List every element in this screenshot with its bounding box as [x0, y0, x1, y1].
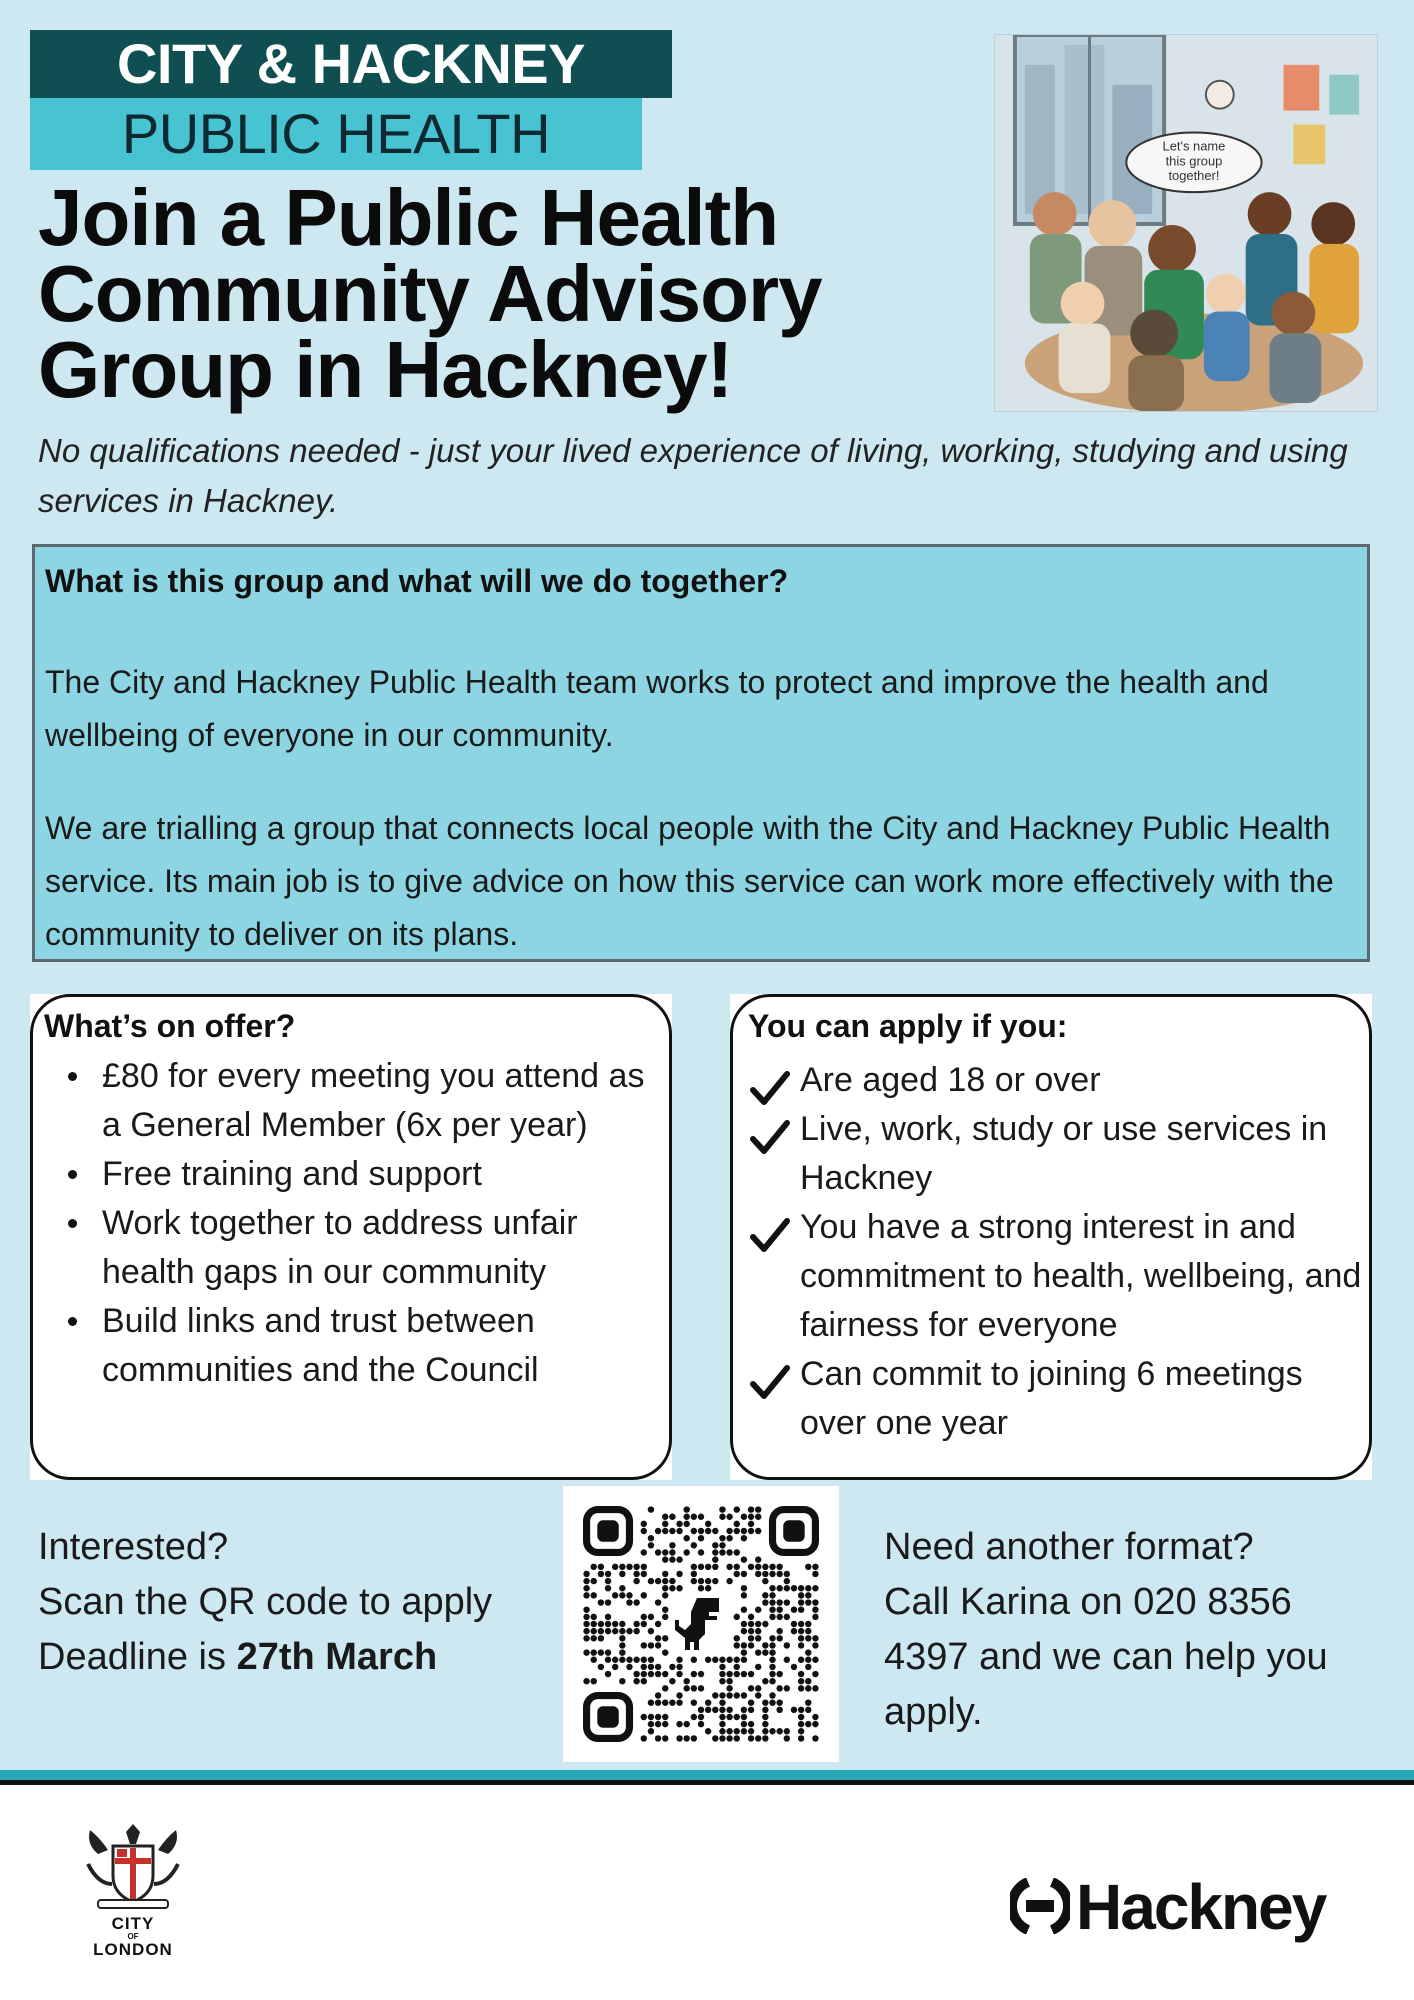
- london-text: LONDON: [93, 1940, 173, 1959]
- city-of-london-logo: [78, 1824, 188, 1964]
- crest-icon: [78, 1824, 188, 1912]
- offer-title: What’s on offer?: [44, 1008, 296, 1044]
- dinosaur-icon: [675, 1598, 719, 1650]
- hackney-h-icon: [1010, 1878, 1070, 1934]
- interested-section: [38, 1520, 558, 1685]
- speech-line-3: together!: [1168, 168, 1220, 184]
- format-contact: Call Karina on 020 8356 4397 and we can help you apply.: [884, 1581, 1328, 1733]
- list-item: £80 for every meeting you attend as a General Member (6x per year): [30, 1052, 662, 1150]
- apply-list: [730, 1056, 1366, 1448]
- speech-line-2: this group: [1165, 153, 1223, 169]
- checkmark-icon: [750, 1119, 790, 1155]
- list-item: Work together to address unfair health gaps in our community: [30, 1199, 662, 1297]
- checkmark-icon: [750, 1364, 790, 1400]
- checkmark-icon: [750, 1217, 790, 1253]
- apply-title: You can apply if you:: [748, 1008, 1068, 1044]
- speech-line-1: Let's name: [1162, 138, 1226, 154]
- subtitle: No qualifications needed - just your lived experience of living, working, studying and using services in Hackney.: [38, 432, 1348, 519]
- list-item: Build links and trust between communities and the Council: [30, 1297, 662, 1395]
- info-heading: What is this group and what will we do together?: [45, 563, 789, 599]
- bullet-icon: [68, 1072, 77, 1081]
- community-group-illustration: [994, 34, 1378, 412]
- list-item: Live, work, study or use services in Hackney: [730, 1105, 1366, 1203]
- list-item: Can commit to joining 6 meetings over one year: [730, 1350, 1366, 1448]
- apply-card: [730, 994, 1372, 1480]
- bullet-icon: [68, 1317, 77, 1326]
- page-title: Join a Public Health Community Advisory Group in Hackney!: [38, 173, 822, 414]
- bullet-icon: [68, 1170, 77, 1179]
- checkmark-icon: [750, 1070, 790, 1106]
- interested-line: Interested?: [38, 1526, 229, 1568]
- bullet-icon: [68, 1219, 77, 1228]
- footer-stripe: [0, 1770, 1414, 1780]
- hackney-wordmark: Hackney: [1076, 1871, 1326, 1943]
- qr-code[interactable]: [563, 1486, 839, 1762]
- list-item: Free training and support: [30, 1150, 662, 1199]
- list-item: You have a strong interest in and commitment to health, wellbeing, and fairness for everyone: [730, 1203, 1366, 1350]
- brand-public-health: PUBLIC HEALTH: [30, 98, 642, 170]
- deadline: Deadline is 27th March: [38, 1636, 438, 1678]
- info-paragraph-2: We are trialling a group that connects local people with the City and Hackney Public Health service. Its main job is to give advice on how this service can work more effectively with the community to deliver on its plans.: [45, 810, 1334, 952]
- list-item: Are aged 18 or over: [730, 1056, 1366, 1105]
- city-text: CITY: [111, 1914, 155, 1933]
- scan-instruction: Scan the QR code to apply: [38, 1581, 493, 1623]
- offer-list: [30, 1052, 662, 1395]
- info-paragraph-1: The City and Hackney Public Health team works to protect and improve the health and wellbeing of everyone in our community.: [45, 664, 1269, 753]
- offer-card: [30, 994, 672, 1480]
- hackney-council-logo: [1010, 1870, 1350, 1944]
- of-text: OF: [127, 1932, 139, 1941]
- brand-city-hackney: CITY & HACKNEY: [30, 30, 672, 98]
- info-box: [32, 544, 1370, 962]
- alt-format-section: [884, 1520, 1384, 1740]
- deadline-date: 27th March: [236, 1636, 438, 1678]
- format-question: Need another format?: [884, 1526, 1254, 1568]
